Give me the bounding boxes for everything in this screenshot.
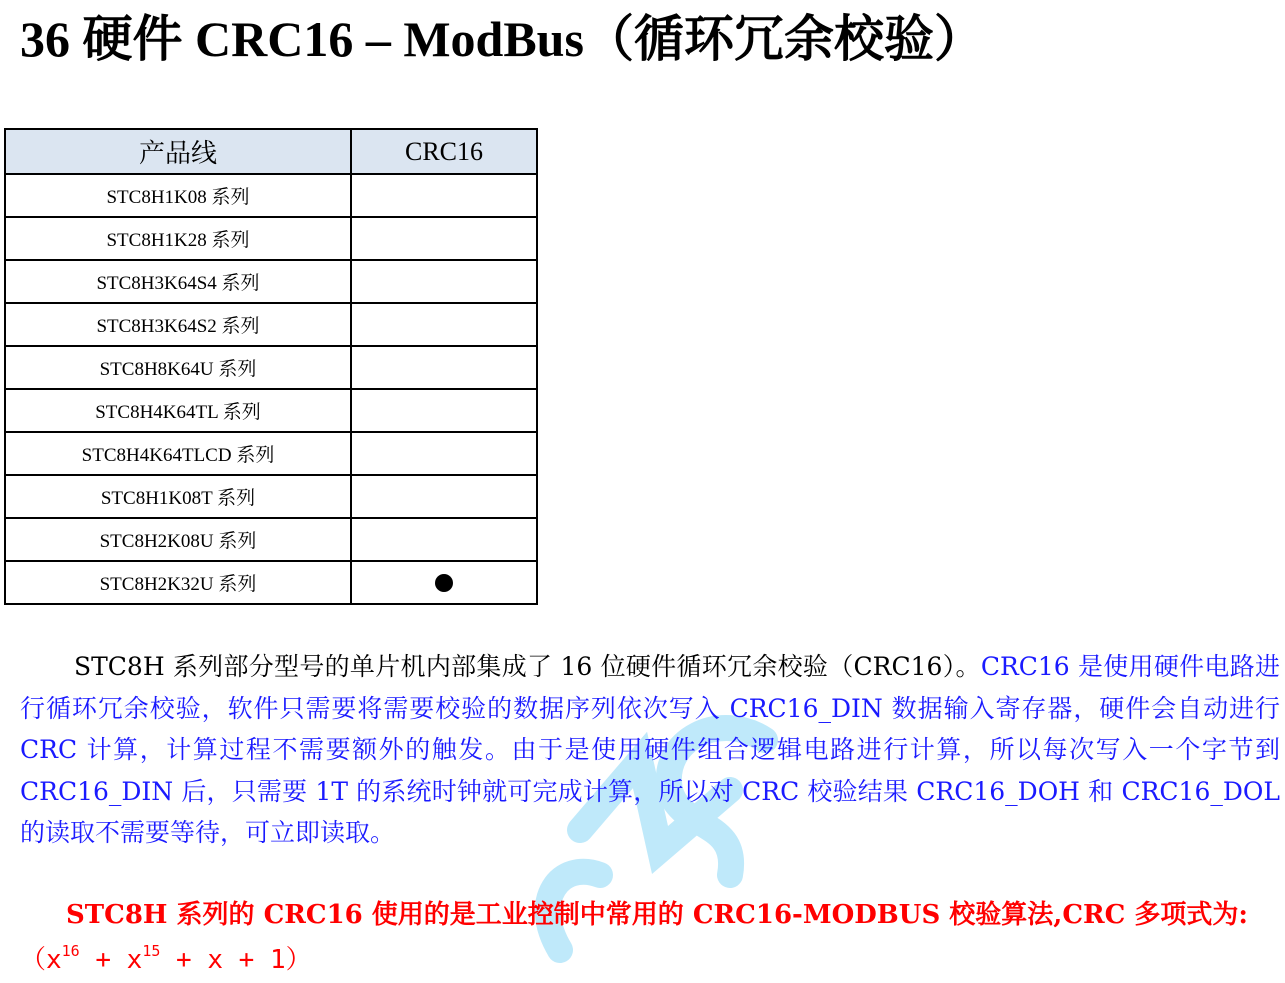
product-crc16-table [4, 128, 538, 605]
header-crc16: CRC16 [351, 129, 537, 174]
header-product-line: 产品线 [5, 129, 351, 174]
product-cell: STC8H3K64S2 系列 [5, 303, 351, 346]
product-cell: STC8H2K32U 系列 [5, 561, 351, 604]
formula-exponent-15: 15 [142, 942, 161, 960]
intro-text: STC8H 系列部分型号的单片机内部集成了 16 位硬件循环冗余校验（CRC16）。 [74, 652, 981, 681]
product-cell: STC8H1K28 系列 [5, 217, 351, 260]
table-row [5, 346, 537, 389]
algorithm-text: STC8H 系列的 CRC16 使用的是工业控制中常用的 CRC16-MODBUS 校验算法,CRC 多项式为: [66, 900, 1248, 930]
product-cell: STC8H2K08U 系列 [5, 518, 351, 561]
product-cell: STC8H1K08 系列 [5, 174, 351, 217]
table-row [5, 217, 537, 260]
supported-dot-icon [435, 574, 453, 592]
table-row [5, 174, 537, 217]
crc16-cell [351, 174, 537, 217]
crc16-cell [351, 389, 537, 432]
product-cell: STC8H4K64TLCD 系列 [5, 432, 351, 475]
product-cell: STC8H4K64TL 系列 [5, 389, 351, 432]
table-row [5, 561, 537, 604]
formula-tail: + x + 1） [160, 945, 312, 975]
crc16-cell [351, 260, 537, 303]
formula-open: （x [20, 945, 62, 975]
formula-exponent-16: 16 [61, 942, 80, 960]
crc16-cell [351, 518, 537, 561]
crc16-cell [351, 432, 537, 475]
product-cell: STC8H3K64S4 系列 [5, 260, 351, 303]
table-row [5, 475, 537, 518]
product-cell: STC8H8K64U 系列 [5, 346, 351, 389]
crc16-cell [351, 346, 537, 389]
polynomial-formula [20, 942, 312, 975]
table-row [5, 389, 537, 432]
description-paragraph [20, 646, 1280, 854]
crc16-cell [351, 475, 537, 518]
crc16-cell [351, 217, 537, 260]
table-row [5, 432, 537, 475]
formula-mid: + x [79, 945, 143, 975]
table-row [5, 260, 537, 303]
table-row [5, 518, 537, 561]
crc16-cell [351, 561, 537, 604]
algorithm-paragraph [20, 893, 1280, 983]
table-header-row [5, 129, 537, 174]
detail-text: CRC16 是使用硬件电路进行循环冗余校验，软件只需要将需要校验的数据序列依次写入 CRC16_DIN 数据输入寄存器，硬件会自动进行 CRC 计算，计算过程不需要额外的触发。由于是使用硬件组合逻辑电路进行计算，所以每次写入一个字节到 CRC16_DIN 后，只需要 1T 的系统时钟就可完成计算，所以对 CRC 校验结果 CRC16_DOH 和 CRC16_DOL 的读取不需要等待，可立即读取。 [20, 652, 1281, 847]
crc16-cell [351, 303, 537, 346]
section-title: 36 硬件 CRC16 – ModBus（循环冗余校验） [20, 11, 984, 67]
table-row [5, 303, 537, 346]
product-cell: STC8H1K08T 系列 [5, 475, 351, 518]
